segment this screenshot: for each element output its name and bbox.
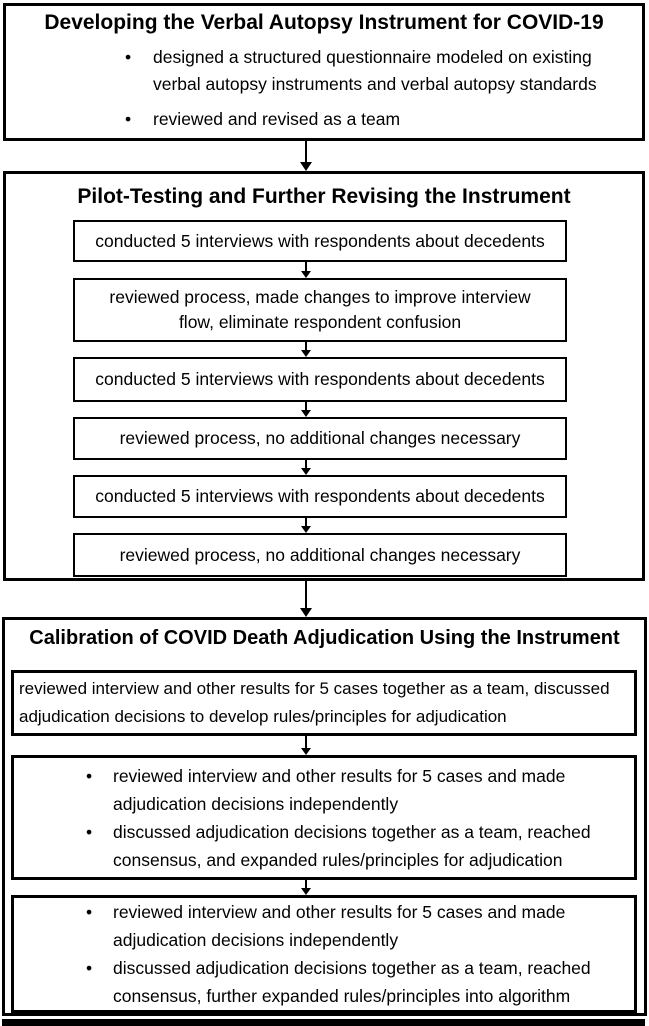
step-text: reviewed process, made changes to improve interview flow, eliminate respondent confusion — [109, 287, 531, 332]
step-bullet-2: • discussed adjudication decisions together as a team, reached consensus, further expanded rules/principles into algorithm — [80, 954, 634, 1010]
flow-arrow-icon — [299, 880, 313, 895]
step-box — [73, 475, 567, 518]
flow-arrow-icon — [299, 460, 313, 475]
flow-arrow-icon — [299, 518, 313, 533]
stage3-title: Calibration of COVID Death Adjudication Using the Instrument — [29, 627, 620, 649]
flow-arrow-icon — [299, 262, 313, 278]
flow-arrow-icon — [299, 581, 313, 617]
step-bullet-list — [80, 762, 634, 874]
step-bullet-list — [80, 898, 634, 1010]
flow-arrow-icon — [299, 141, 313, 171]
step-box — [73, 220, 567, 262]
stage-calibration-adjudication — [2, 617, 647, 1016]
stage1-bullet-2: • reviewed and revised as a team — [120, 106, 623, 133]
stage1-bullet-1: • designed a structured questionnaire modeled on existing verbal autopsy instruments and verbal autopsy standards — [120, 44, 623, 98]
step-text: reviewed process, no additional changes necessary — [119, 428, 521, 448]
step-text: reviewed process, no additional changes necessary — [119, 544, 521, 565]
stage1-title: Developing the Verbal Autopsy Instrument for COVID-19 — [44, 11, 604, 34]
arrow-head — [301, 888, 311, 895]
step-box — [11, 895, 637, 1013]
step-box — [73, 533, 567, 577]
step-text: conducted 5 interviews with respondents about decedents — [95, 230, 545, 251]
arrow-head — [301, 410, 311, 417]
step-box — [11, 755, 637, 880]
stage1-bullet-list — [120, 44, 642, 133]
stage-developing-instrument — [3, 3, 645, 141]
arrow-head — [301, 350, 311, 357]
step-bullet-2: • discussed adjudication decisions together as a team, reached consensus, and expanded rules/principles for adjudication — [80, 818, 634, 874]
arrow-head — [301, 748, 311, 755]
step-bullet-1: • reviewed interview and other results for 5 cases and made adjudication decisions independently — [80, 898, 634, 954]
arrow-head — [301, 468, 311, 475]
arrow-head — [301, 526, 311, 533]
flow-arrow-icon — [299, 402, 313, 417]
arrow-head — [300, 162, 312, 171]
step-box — [11, 670, 637, 736]
step-text: reviewed interview and other results for 5 cases together as a team, discussed adjudication decisions to develop rules/principles for adjudication — [19, 679, 610, 726]
step-text: conducted 5 interviews with respondents about decedents — [95, 369, 545, 389]
arrow-head — [300, 608, 312, 617]
stage2-title: Pilot-Testing and Further Revising the Instrument — [77, 185, 571, 208]
stage-pilot-testing — [3, 171, 645, 581]
step-box — [73, 278, 567, 342]
flow-arrow-icon — [299, 342, 313, 357]
arrow-head — [301, 271, 311, 278]
step-box — [73, 357, 567, 402]
step-box — [73, 417, 567, 460]
step-bullet-1: • reviewed interview and other results for 5 cases and made adjudication decisions independently — [80, 762, 634, 818]
flow-arrow-icon — [299, 736, 313, 755]
cropped-element-edge — [2, 1019, 645, 1026]
step-text: conducted 5 interviews with respondents about decedents — [95, 486, 545, 506]
